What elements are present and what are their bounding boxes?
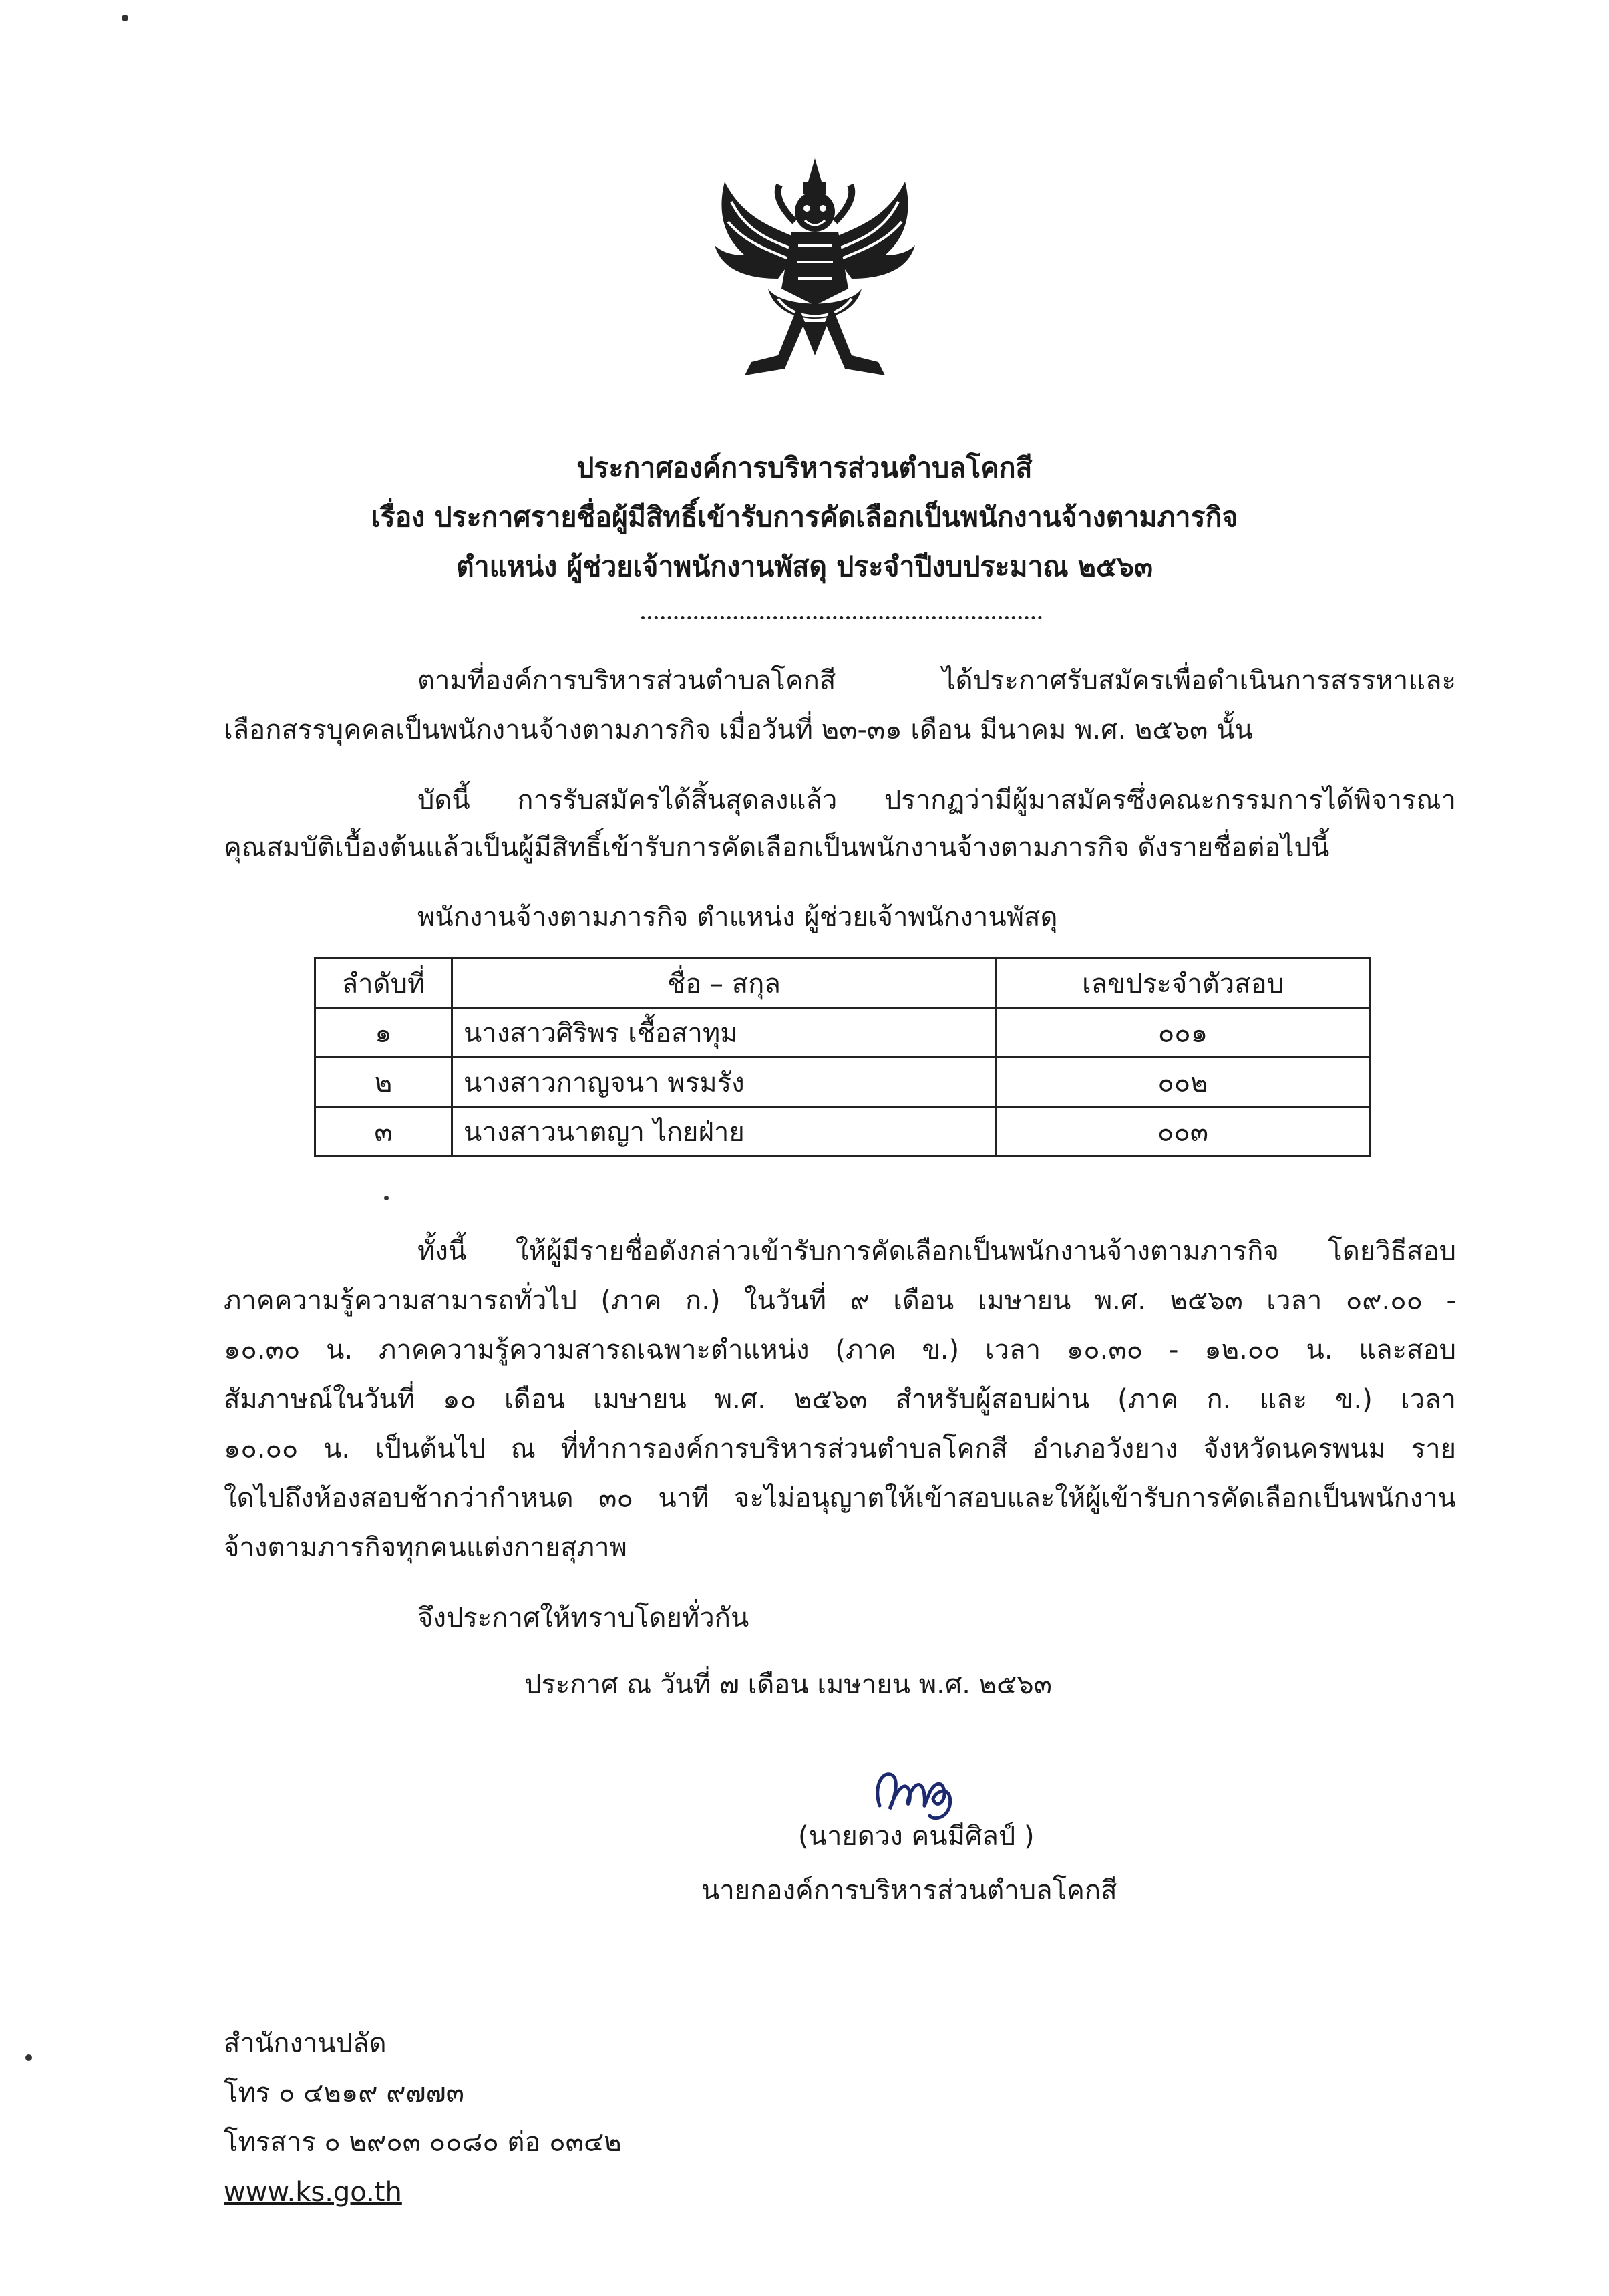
exam-line-1: ทั้งนี้ ให้ผู้มีรายชื่อดังกล่าวเข้ารับการคัดเลือกเป็นพนักงานจ้างตามภารกิจ โดยวิธีสอบ <box>417 1236 1456 1267</box>
header-order: ลำดับที่ <box>315 959 452 1008</box>
heading-dotted-divider <box>641 616 1042 619</box>
table-row <box>315 1107 1370 1156</box>
exam-line-7: จ้างตามภารกิจทุกคนแต่งกายสุภาพ <box>224 1532 627 1563</box>
announcement-date: ประกาศ ณ วันที่ ๗ เดือน เมษายน พ.ศ. ๒๕๖๓ <box>524 1669 1053 1700</box>
announcement-position: ตำแหน่ง ผู้ช่วยเจ้าพนักงานพัสดุ ประจำปีงบประมาณ ๒๕๖๓ <box>456 550 1153 583</box>
row-exam-id: ๐๐๓ <box>997 1107 1370 1156</box>
header-exam-id: เลขประจำตัวสอบ <box>997 959 1370 1008</box>
table-header-row <box>315 959 1370 1008</box>
scan-speck <box>25 2054 32 2061</box>
footer-office: สำนักงานปลัด <box>224 2028 387 2059</box>
exam-line-5: ๑๐.๐๐ น. เป็นต้นไป ณ ที่ทำการองค์การบริหารส่วนตำบลโคกสี อำเภอวังยาง จังหวัดนครพนม ราย <box>224 1434 1456 1464</box>
exam-line-2: ภาคความรู้ความสามารถทั่วไป (ภาค ก.) ในวันที่ ๙ เดือน เมษายน พ.ศ. ๒๕๖๓ เวลา ๐๙.๐๐ - <box>224 1285 1456 1316</box>
announcement-subject: เรื่อง ประกาศรายชื่อผู้มีสิทธิ์เข้ารับการคัดเลือกเป็นพนักงานจ้างตามภารกิจ <box>371 501 1238 533</box>
candidate-table <box>314 957 1371 1157</box>
row-name: นางสาวกาญจนา พรมรัง <box>452 1057 997 1107</box>
paragraph-2-line-2: คุณสมบัติเบื้องต้นแล้วเป็นผู้มีสิทธิ์เข้ารับการคัดเลือกเป็นพนักงานจ้างตามภารกิจ ดังรายชื่อต่อไปนี้ <box>224 832 1330 863</box>
exam-line-4: สัมภาษณ์ในวันที่ ๑๐ เดือน เมษายน พ.ศ. ๒๕๖๓ สำหรับผู้สอบผ่าน (ภาค ก. และ ข.) เวลา <box>224 1384 1456 1415</box>
exam-line-6: ใดไปถึงห้องสอบช้ากว่ากำหนด ๓๐ นาที จะไม่อนุญาตให้เข้าสอบและให้ผู้เข้ารับการคัดเลือกเป็นพนักงาน <box>224 1483 1456 1514</box>
scan-speck <box>384 1196 389 1200</box>
row-exam-id: ๐๐๒ <box>997 1057 1370 1107</box>
signer-name: (นายดวง คนมีศิลป์ ) <box>798 1821 1035 1852</box>
paragraph-2-line-1: บัดนี้ การรับสมัครได้สิ้นสุดลงแล้ว ปรากฏว่ามีผู้มาสมัครซึ่งคณะกรรมการได้พิจารณา <box>417 785 1456 816</box>
row-order: ๓ <box>315 1107 452 1156</box>
announcement-org-title: ประกาศองค์การบริหารส่วนตำบลโคกสี <box>576 452 1033 484</box>
table-row <box>315 1057 1370 1107</box>
closing-notice: จึงประกาศให้ทราบโดยทั่วกัน <box>417 1603 749 1633</box>
header-name: ชื่อ – สกุล <box>452 959 997 1008</box>
exam-line-3: ๑๐.๓๐ น. ภาคความรู้ความสารถเฉพาะตำแหน่ง (ภาค ข.) เวลา ๑๐.๓๐ - ๑๒.๐๐ น. และสอบ <box>224 1335 1456 1365</box>
scan-speck <box>122 15 128 21</box>
row-order: ๑ <box>315 1008 452 1057</box>
paragraph-1-line-1: ตามที่องค์การบริหารส่วนตำบลโคกสี ได้ประกาศรับสมัครเพื่อดำเนินการสรรหาและ <box>417 665 1456 696</box>
signature-mark <box>870 1759 960 1822</box>
footer-fax: โทรสาร ๐ ๒๙๐๓ ๐๐๘๐ ต่อ ๐๓๔๒ <box>224 2127 622 2158</box>
paragraph-1-line-2: เลือกสรรบุคคลเป็นพนักงานจ้างตามภารกิจ เมื่อวันที่ ๒๓-๓๑ เดือน มีนาคม พ.ศ. ๒๕๖๓ นั้น <box>224 715 1253 746</box>
row-exam-id: ๐๐๑ <box>997 1008 1370 1057</box>
position-line: พนักงานจ้างตามภารกิจ ตำแหน่ง ผู้ช่วยเจ้าพนักงานพัสดุ <box>417 902 1058 933</box>
row-order: ๒ <box>315 1057 452 1107</box>
signer-title: นายกองค์การบริหารส่วนตำบลโคกสี <box>701 1875 1117 1906</box>
row-name: นางสาวนาตญา ไกยฝ่าย <box>452 1107 997 1156</box>
row-name: นางสาวศิริพร เชื้อสาทุม <box>452 1008 997 1057</box>
garuda-emblem-icon <box>705 155 925 382</box>
footer-phone: โทร ๐ ๔๒๑๙ ๙๗๗๓ <box>224 2078 465 2108</box>
table-row <box>315 1008 1370 1057</box>
footer-website-link[interactable]: www.ks.go.th <box>224 2177 402 2208</box>
